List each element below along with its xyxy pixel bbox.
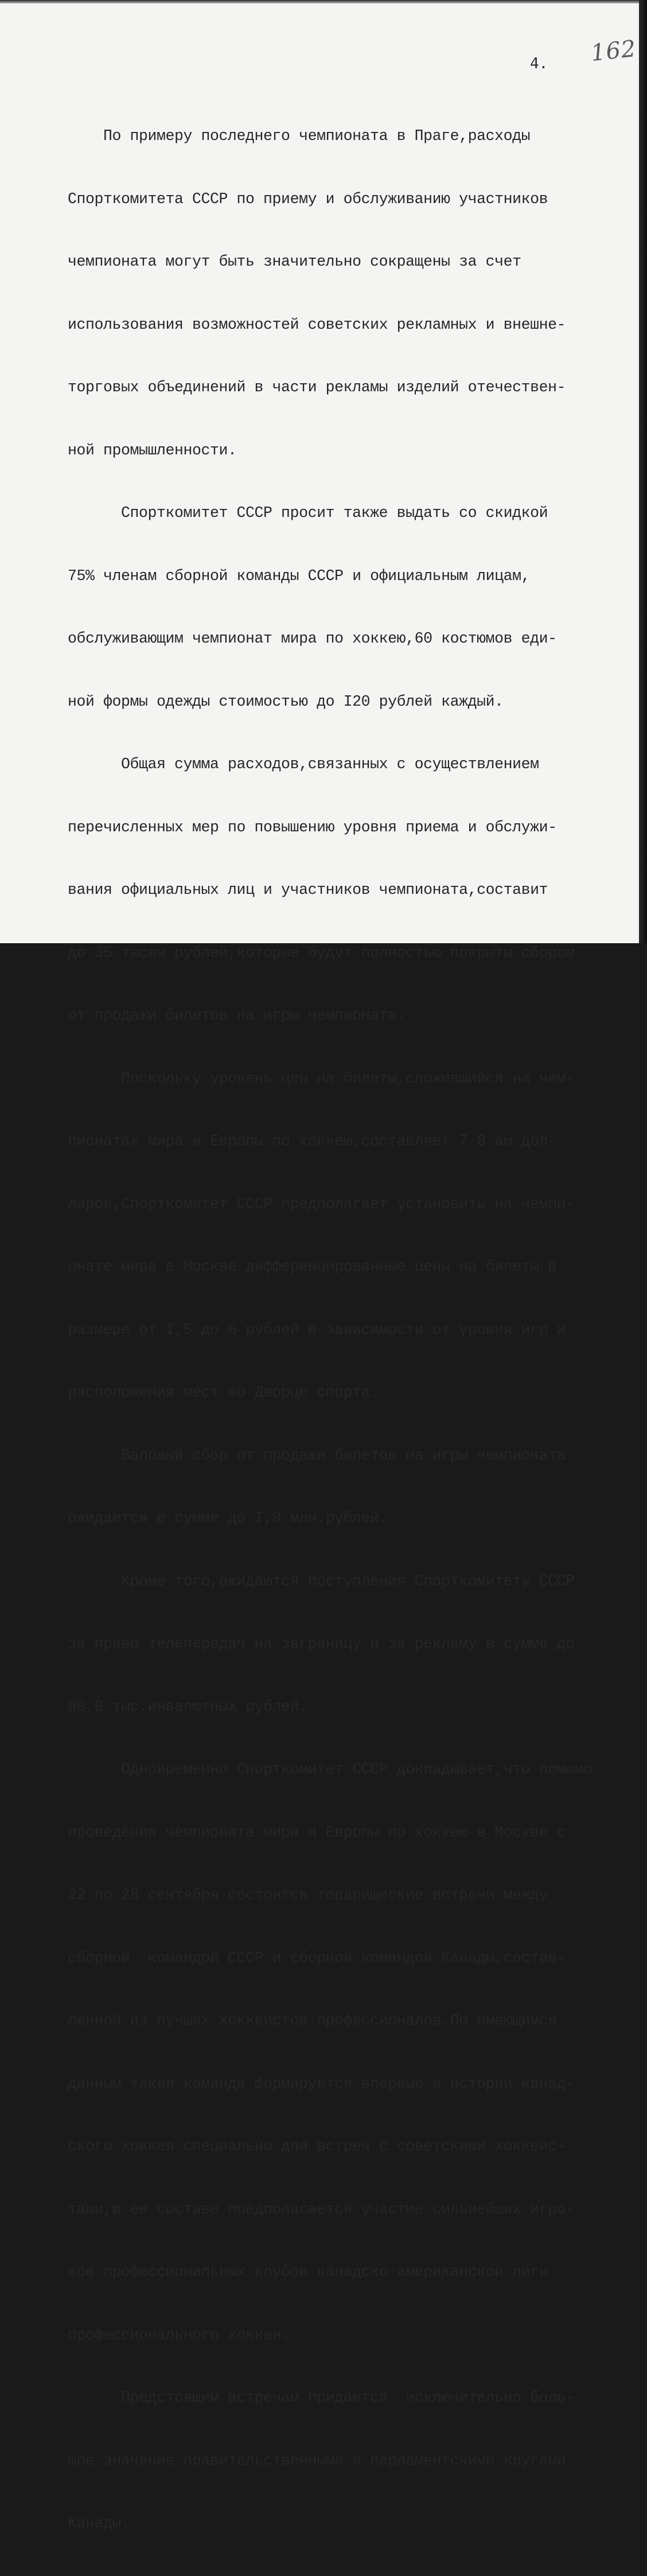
- text-line: онате мира в Москве дифференцированные цены на билеты в: [68, 1258, 557, 1275]
- text-line: ной формы одежды стоимостью до I20 рублей каждый.: [68, 692, 504, 710]
- text-line: до 35 тысяч рублей,которые будут полностью покрыты сбором: [68, 944, 575, 962]
- text-line: расположения мест во Дворце спорта.: [68, 1384, 379, 1401]
- text-line: проведения чемпионата мира и Европы по хоккею в Москве с: [68, 1823, 566, 1841]
- page-number: 4.: [530, 55, 548, 72]
- text-line: данным такая команда формируется впервые в истории канад-: [68, 2075, 575, 2092]
- text-line: 22 по 28 сентября состоятся товарищеские встречи между: [68, 1886, 548, 1904]
- text-line: По примеру последнего чемпионата в Праге,расходы: [68, 127, 531, 145]
- text-line: Спорткомитет СССР просит также выдать со скидкой: [68, 504, 548, 522]
- text-line: Валовый сбор от продажи билетов на игры чемпионата: [68, 1446, 566, 1464]
- text-line: ков профессиональных клубов канадско-американской лиги: [68, 2263, 548, 2281]
- scan-right-edge: [639, 0, 647, 943]
- text-line: профессионального хоккея.: [68, 2326, 290, 2344]
- text-line: торговых объединений в части рекламы изделий отечествен-: [68, 379, 566, 396]
- text-line: ларов,Спорткомитет СССР предполагает установить на чемпи-: [68, 1195, 575, 1213]
- text-line: от продажи билетов на игры чемпионата.: [68, 1007, 406, 1024]
- scan-top-edge: [0, 0, 639, 3]
- text-line: вания официальных лиц и участников чемпионата,составит: [68, 881, 548, 898]
- text-line: Кроме того,ожидаются поступления Спорткомитету СССР: [68, 1572, 575, 1590]
- text-line: использования возможностей советских рекламных и внешне-: [68, 316, 566, 333]
- text-line: Поскольку уровень цен на билеты,сложившийся на чем-: [68, 1069, 575, 1087]
- text-line: тами,в ее составе предполагается участие сильнейших игро-: [68, 2200, 575, 2218]
- text-line: ной промышленности.: [68, 441, 237, 459]
- text-line: 80,0 тыс.инвалютных рублей.: [68, 1698, 308, 1715]
- text-line: ского хоккея специально для встреч с советскими хоккеис-: [68, 2138, 566, 2155]
- text-line: Канады.: [68, 2515, 130, 2532]
- text-line: сборной командой СССР и сборной командой Канады,состав-: [68, 1949, 566, 1967]
- document-body: [68, 84, 593, 2576]
- text-line: пионатах мира и Европы по хоккею,составляет 7-8 ам.дол-: [68, 1133, 557, 1150]
- text-line: за право телепередач на заграницу и за рекламу в сумме до: [68, 1635, 575, 1652]
- text-line: ленной из лучших хоккеистов-профессионалов.По имеющимся: [68, 2012, 557, 2029]
- archive-page-number: 162: [589, 35, 638, 67]
- text-line: Общая сумма расходов,связанных с осуществлением: [68, 756, 539, 773]
- text-line: обслуживающим чемпионат мира по хоккею,60 костюмов еди-: [68, 630, 557, 647]
- text-line: ожидается в сумме до I,0 млн.рублей.: [68, 1509, 388, 1527]
- text-line: Предстоящим встречам придается исключительно боль-: [68, 2389, 575, 2406]
- text-line: шое значение правительственными и парламентскими кругами: [68, 2452, 566, 2469]
- text-line: перечисленных мер по повышению уровня приема и обслужи-: [68, 818, 557, 836]
- text-line: 75% членам сборной команды СССР и официальным лицам,: [68, 567, 531, 585]
- text-line: чемпионата могут быть значительно сокращены за счет: [68, 253, 521, 270]
- text-line: Одновременно Спорткомитет СССР докладывает,что помимо: [68, 1761, 593, 1778]
- text-line: Спорткомитета СССР по приему и обслуживанию участников: [68, 190, 548, 208]
- text-line: размере от I,5 до 6 рублей в зависимости от уровня игр и: [68, 1321, 566, 1338]
